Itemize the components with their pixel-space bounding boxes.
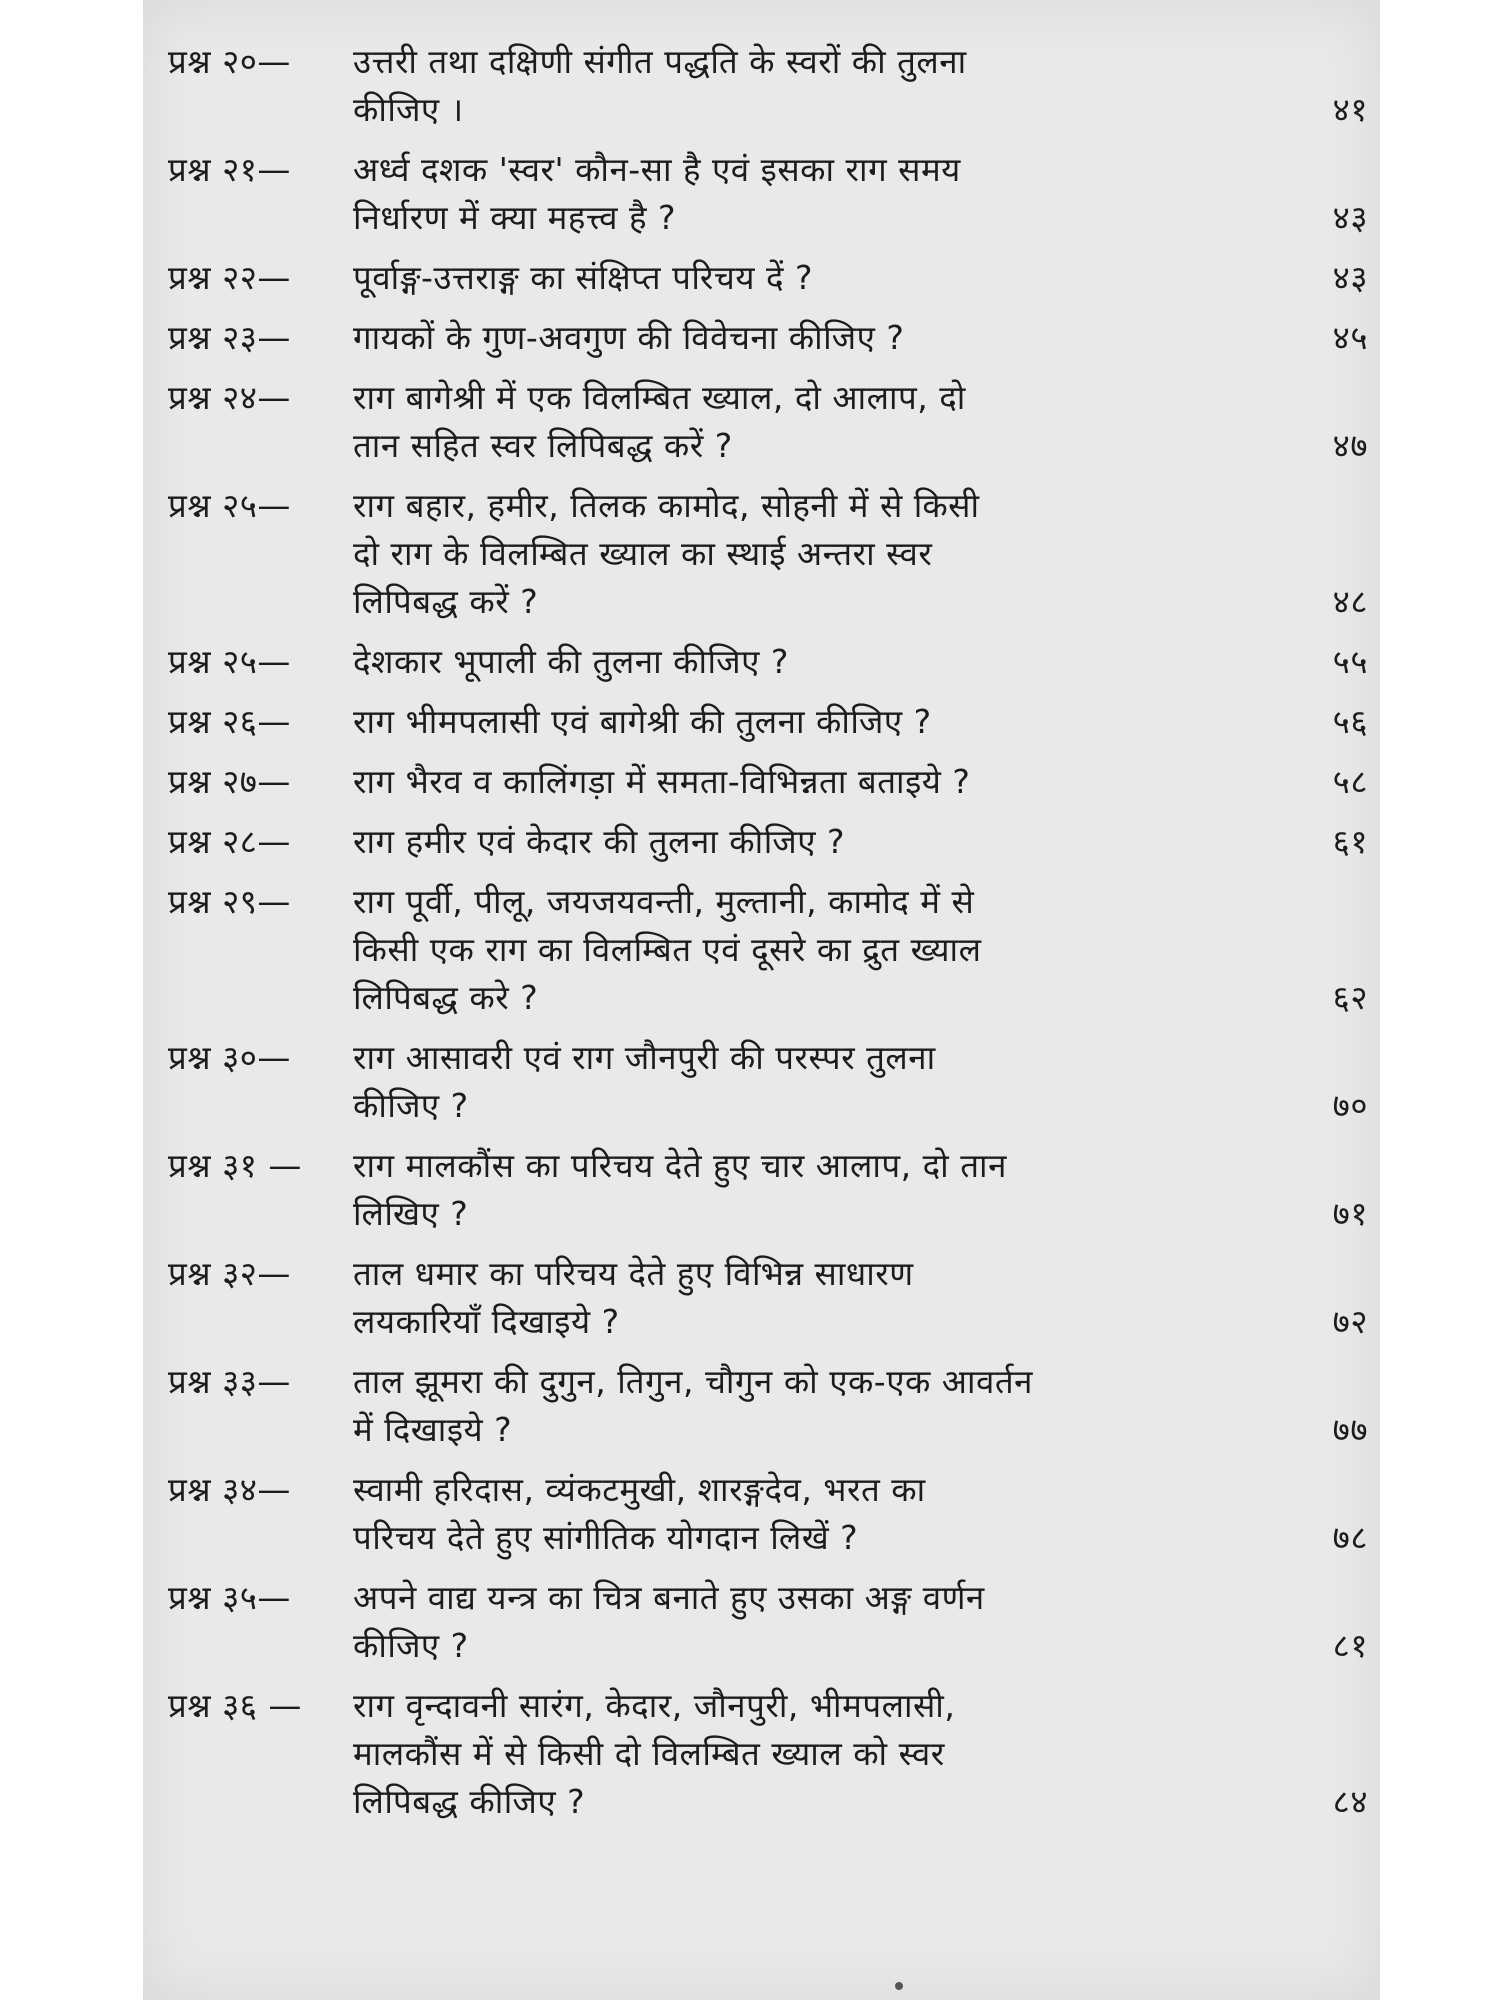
toc-line [168,1622,1368,1670]
question-text: राग बहार, हमीर, तिलक कामोद, सोहनी में से किसी [353,486,980,525]
question-number: प्रश्न २७— [168,762,291,801]
toc-line [168,638,1368,686]
page-dot [895,1982,903,1990]
toc-line [168,422,1368,470]
question-text: लिपिबद्ध करें ? [353,582,539,621]
question-number: प्रश्न ३१ — [168,1146,302,1185]
toc-line [168,758,1368,806]
question-text: देशकार भूपाली की तुलना कीजिए ? [353,642,789,681]
page-number: ७८ [1332,1518,1368,1557]
question-text: परिचय देते हुए सांगीतिक योगदान लिखें ? [353,1518,859,1557]
toc-entry [168,878,1368,1022]
question-number: प्रश्न ३२— [168,1254,291,1293]
toc-entry [168,638,1368,686]
toc-entry [168,254,1368,302]
question-text: स्वामी हरिदास, व्यंकटमुखी, शारङ्गदेव, भरत का [353,1470,926,1509]
question-text: राग मालकौंस का परिचय देते हुए चार आलाप, दो तान [353,1146,1007,1185]
toc-line [168,1514,1368,1562]
question-text: ताल झूमरा की दुगुन, तिगुन, चौगुन को एक-एक आवर्तन [353,1362,1033,1401]
question-number: प्रश्न २०— [168,42,291,81]
page-number: ८४ [1332,1782,1368,1821]
question-number: प्रश्न २५— [168,642,291,681]
page-number: ६२ [1332,978,1368,1017]
toc-entry [168,374,1368,470]
toc-entry [168,1466,1368,1562]
question-text: राग आसावरी एवं राग जौनपुरी की परस्पर तुलना [353,1038,936,1077]
toc-entry [168,758,1368,806]
toc-line [168,926,1368,974]
question-text: राग बागेश्री में एक विलम्बित ख्याल, दो आलाप, दो [353,378,966,417]
page-number: ४३ [1332,258,1368,297]
question-number: प्रश्न ३०— [168,1038,291,1077]
page-number: ७७ [1332,1410,1368,1449]
page-number: ६१ [1332,822,1368,861]
question-number: प्रश्न २१— [168,150,291,189]
question-text: निर्धारण में क्या महत्त्व है ? [353,198,676,237]
question-text: लिखिए ? [353,1194,469,1233]
question-text: लयकारियाँ दिखाइये ? [353,1302,620,1341]
question-text: में दिखाइये ? [353,1410,513,1449]
question-text: कीजिए ? [353,1626,469,1665]
question-number: प्रश्न २४— [168,378,291,417]
toc-line [168,1142,1368,1190]
toc-line [168,482,1368,530]
page-number: ५६ [1332,702,1368,741]
toc-entry [168,482,1368,626]
question-text: अपने वाद्य यन्त्र का चित्र बनाते हुए उसका अङ्ग वर्णन [353,1578,985,1617]
question-text: दो राग के विलम्बित ख्याल का स्थाई अन्तरा स्वर [353,534,933,573]
toc-entry [168,698,1368,746]
question-number: प्रश्न २८— [168,822,291,861]
question-number: प्रश्न ३३— [168,1362,291,1401]
toc-entry [168,38,1368,134]
page-number: ४५ [1332,318,1368,357]
toc-line [168,254,1368,302]
toc-line [168,314,1368,362]
toc-entry [168,1250,1368,1346]
toc-entry [168,1034,1368,1130]
question-text: राग भैरव व कालिंगड़ा में समता-विभिन्नता बताइये ? [353,762,971,801]
page-number: ७० [1332,1086,1368,1125]
question-text: राग पूर्वी, पीलू, जयजयवन्ती, मुल्तानी, कामोद में से [353,882,975,921]
toc-line [168,1778,1368,1826]
toc-line [168,698,1368,746]
page-number: ४७ [1332,426,1368,465]
question-number: प्रश्न २९— [168,882,291,921]
question-number: प्रश्न ३६ — [168,1686,302,1725]
toc-entry [168,1682,1368,1826]
question-text: अर्ध्व दशक 'स्वर' कौन-सा है एवं इसका राग समय [353,150,961,189]
question-text: पूर्वाङ्ग-उत्तराङ्ग का संक्षिप्त परिचय दें ? [353,258,814,297]
page-number: ४१ [1332,90,1368,129]
question-text: राग हमीर एवं केदार की तुलना कीजिए ? [353,822,845,861]
toc-line [168,1730,1368,1778]
table-of-contents [168,38,1368,1838]
toc-line [168,1082,1368,1130]
toc-line [168,194,1368,242]
toc-line [168,1682,1368,1730]
toc-entry [168,1142,1368,1238]
question-number: प्रश्न २५— [168,486,291,525]
question-number: प्रश्न २६— [168,702,291,741]
question-text: किसी एक राग का विलम्बित एवं दूसरे का द्रुत ख्याल [353,930,982,969]
toc-line [168,1190,1368,1238]
question-text: ताल धमार का परिचय देते हुए विभिन्न साधारण [353,1254,914,1293]
page-number: ४८ [1332,582,1368,621]
toc-line [168,38,1368,86]
toc-line [168,818,1368,866]
toc-entry [168,1358,1368,1454]
question-text: तान सहित स्वर लिपिबद्ध करें ? [353,426,733,465]
question-text: मालकौंस में से किसी दो विलम्बित ख्याल को स्वर [353,1734,945,1773]
toc-entry [168,818,1368,866]
question-text: लिपिबद्ध करे ? [353,978,539,1017]
page-number: ७१ [1332,1194,1368,1233]
toc-line [168,86,1368,134]
toc-line [168,1406,1368,1454]
question-text: कीजिए । [353,90,464,129]
toc-line [168,146,1368,194]
question-number: प्रश्न ३५— [168,1578,291,1617]
question-text: कीजिए ? [353,1086,469,1125]
toc-line [168,530,1368,578]
toc-line [168,1298,1368,1346]
page-number: ७२ [1332,1302,1368,1341]
question-text: उत्तरी तथा दक्षिणी संगीत पद्धति के स्वरों की तुलना [353,42,967,81]
toc-line [168,1466,1368,1514]
toc-entry [168,1574,1368,1670]
page-number: ५८ [1332,762,1368,801]
toc-line [168,374,1368,422]
toc-line [168,1358,1368,1406]
toc-line [168,1034,1368,1082]
question-text: लिपिबद्ध कीजिए ? [353,1782,586,1821]
toc-line [168,578,1368,626]
toc-line [168,878,1368,926]
question-number: प्रश्न ३४— [168,1470,291,1509]
page-number: ८१ [1332,1626,1368,1665]
toc-line [168,1574,1368,1622]
question-text: राग भीमपलासी एवं बागेश्री की तुलना कीजिए ? [353,702,932,741]
question-text: गायकों के गुण-अवगुण की विवेचना कीजिए ? [353,318,905,357]
question-number: प्रश्न २३— [168,318,291,357]
question-text: राग वृन्दावनी सारंग, केदार, जौनपुरी, भीमपलासी, [353,1686,956,1725]
page-number: ४३ [1332,198,1368,237]
toc-entry [168,314,1368,362]
book-page [143,0,1380,2000]
toc-line [168,974,1368,1022]
page-number: ५५ [1332,642,1368,681]
question-number: प्रश्न २२— [168,258,291,297]
toc-line [168,1250,1368,1298]
toc-entry [168,146,1368,242]
